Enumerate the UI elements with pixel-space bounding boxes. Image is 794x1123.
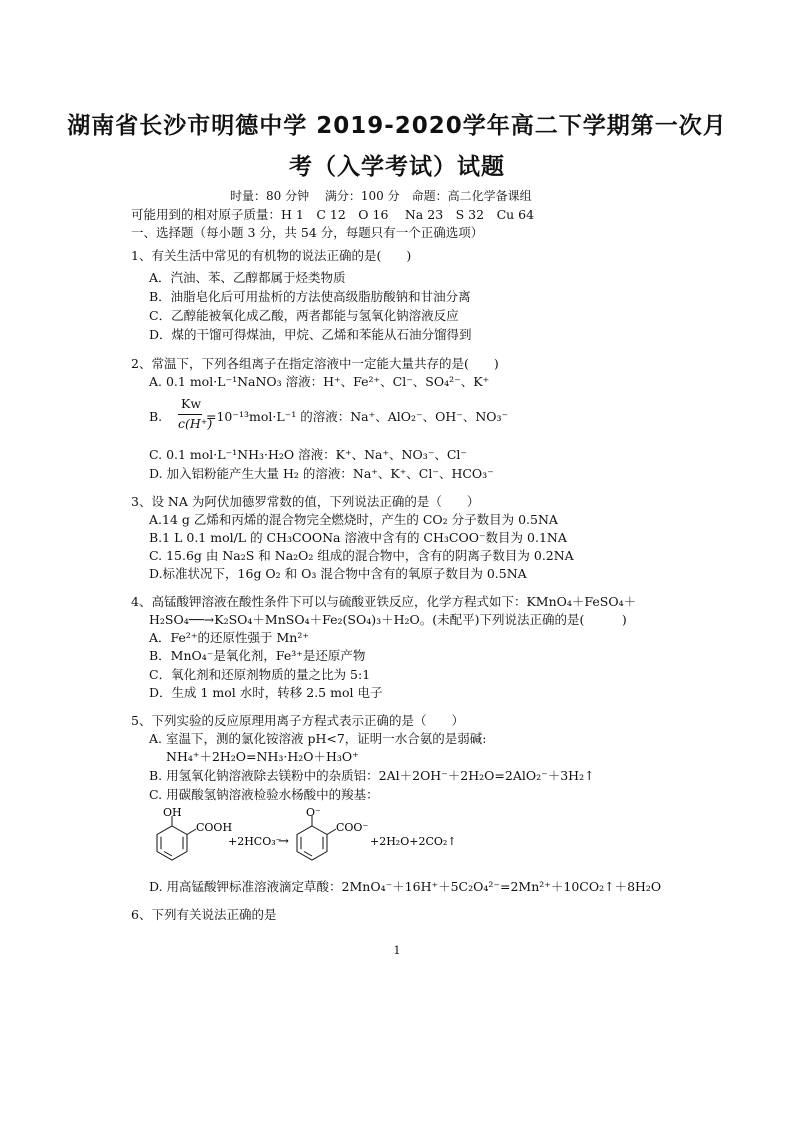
carboxylate-label: COO⁻ <box>336 821 369 834</box>
q2-stem: 2、常温下，下列各组离子在指定溶液中一定能大量共存的是( ) <box>131 356 499 371</box>
q1-option-b: B．油脂皂化后可用盐析的方法使高级脂肪酸钠和甘油分离 <box>149 289 471 304</box>
q2-option-d: D. 加入铝粉能产生大量 H₂ 的溶液：Na⁺、K⁺、Cl⁻、HCO₃⁻ <box>149 466 494 481</box>
q3-option-d: D.标准状况下，16g O₂ 和 O₃ 混合物中含有的氧原子数目为 0.5NA <box>149 566 527 581</box>
q5-stem: 5、下列实验的反应原理用离子方程式表示正确的是（ ） <box>131 713 464 728</box>
exam-meta: 时量：80 分钟 满分：100 分 命题：高二化学备课组 <box>230 189 532 203</box>
q3-stem: 3、设 NA 为阿伏加德罗常数的值，下列说法正确的是（ ） <box>131 494 480 509</box>
title-line-2: 考（入学考试）试题 <box>289 154 505 180</box>
q5-option-a-line-2: NH₄⁺＋2H₂O=NH₃·H₂O＋H₃O⁺ <box>166 749 359 764</box>
reaction-arrow: → <box>278 834 289 849</box>
reaction-products: +2H₂O+2CO₂↑ <box>370 835 457 848</box>
q1-option-a: A．汽油、苯、乙醇都属于烃类物质 <box>149 270 346 285</box>
hydroxyl-label: OH <box>163 808 182 819</box>
benzene-ring-left <box>157 816 196 860</box>
q4-option-a: A．Fe²⁺的还原性强于 Mn²⁺ <box>149 630 309 645</box>
q3-option-c: C. 15.6g 由 Na₂S 和 Na₂O₂ 组成的混合物中，含有的阴离子数目为 0.2NA <box>149 548 574 563</box>
q4-stem-line-1: 4、高锰酸钾溶液在酸性条件下可以与硫酸亚铁反应，化学方程式如下：KMnO₄＋FeSO₄＋ <box>131 594 637 609</box>
q5-option-c: C. 用碳酸氢钠溶液检验水杨酸中的羧基： <box>149 787 379 802</box>
q4-option-b: B．MnO₄⁻是氧化剂，Fe³⁺是还原产物 <box>149 648 366 663</box>
q4-stem-line-2: H₂SO₄──→K₂SO₄＋MnSO₄＋Fe₂(SO₄)₃＋H₂O。(未配平)下列说法正确的是( ) <box>149 612 627 627</box>
q2-option-b-label: B. <box>149 409 163 424</box>
q2-option-c: C. 0.1 mol·L⁻¹NH₃·H₂O 溶液：K⁺、Na⁺、NO₃⁻、Cl⁻ <box>149 447 468 462</box>
q2-option-a: A. 0.1 mol·L⁻¹NaNO₃ 溶液：H⁺、Fe²⁺、Cl⁻、SO₄²⁻、K⁺ <box>149 374 490 389</box>
fraction-bar <box>178 414 202 415</box>
page-number: 1 <box>393 944 401 957</box>
atomic-masses: 可能用到的相对原子质量：H 1 C 12 O 16 Na 23 S 32 Cu 64 <box>131 207 535 222</box>
q5-option-b: B. 用氢氧化钠溶液除去镁粉中的杂质铝：2Al＋2OH⁻＋2H₂O=2AlO₂⁻＋3H₂↑ <box>149 768 595 783</box>
fraction-numerator: Kw <box>181 396 202 411</box>
q5-option-d: D. 用高锰酸钾标准溶液滴定草酸：2MnO₄⁻＋16H⁺＋5C₂O₄²⁻=2Mn²⁺＋10CO₂↑＋8H₂O <box>149 879 662 894</box>
carboxyl-label: COOH <box>196 821 233 834</box>
q1-stem: 1、有关生活中常见的有机物的说法正确的是( ) <box>131 248 412 263</box>
fraction-denominator: c(H⁺) <box>178 416 213 431</box>
salicylic-acid-reaction-diagram <box>150 808 470 870</box>
q1-option-c: C．乙醇能被氧化成乙酸，两者都能与氢氧化钠溶液反应 <box>149 308 459 323</box>
q3-option-b: B.1 L 0.1 mol/L 的 CH₃COONa 溶液中含有的 CH₃COO⁻数目为 0.1NA <box>149 530 567 545</box>
q4-option-d: D．生成 1 mol 水时，转移 2.5 mol 电子 <box>149 685 383 700</box>
q4-option-c: C．氧化剂和还原剂物质的量之比为 5:1 <box>149 667 371 682</box>
q5-option-a-line-1: A. 室温下，测的氯化铵溶液 pH<7，证明一水合氨的是弱碱: <box>149 731 487 746</box>
q2-option-b-text: =10⁻¹³mol·L⁻¹ 的溶液：Na⁺、AlO₂⁻、OH⁻、NO₃⁻ <box>206 409 509 424</box>
benzene-ring-right <box>297 816 336 860</box>
q6-stem: 6、下列有关说法正确的是 <box>131 907 277 922</box>
q3-option-a: A.14 g 乙烯和丙烯的混合物完全燃烧时，产生的 CO₂ 分子数目为 0.5NA <box>149 512 558 527</box>
title-line-1: 湖南省长沙市明德中学 2019-2020学年高二下学期第一次月 <box>67 113 727 139</box>
q1-option-d: D．煤的干馏可得煤油，甲烷、乙烯和苯能从石油分馏得到 <box>149 327 472 342</box>
section-heading: 一、选择题（每小题 3 分，共 54 分，每题只有一个正确选项） <box>131 225 484 240</box>
phenoxide-label: O⁻ <box>306 808 321 819</box>
bicarbonate-reagent: +2HCO₃⁻ <box>228 835 282 848</box>
